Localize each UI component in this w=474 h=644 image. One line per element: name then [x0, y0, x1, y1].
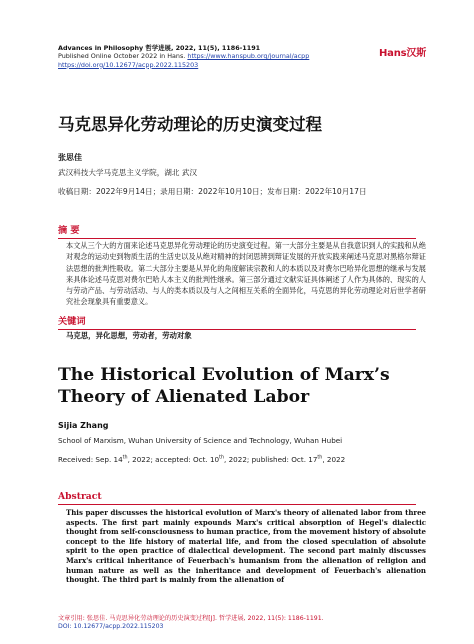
journal-line: Advances in Philosophy 哲学进展, 2022, 11(5), 1186-1191 [58, 44, 261, 52]
title-chinese: 马克思异化劳动理论的历史演变过程 [58, 115, 322, 134]
published-date: , 2022; published: Oct. 17 [224, 455, 318, 464]
title-english: The Historical Evolution of Marx’s Theory of Alienated Labor [58, 365, 390, 407]
published-text: Published Online October 2022 in Hans. [58, 52, 186, 61]
year-suffix: , 2022 [322, 455, 346, 464]
abstract-text-chinese: 本文从三个大的方面来论述马克思异化劳动理论的历史演变过程。第一大部分主要是从自我意识到人的实践和从绝对观念的运动史到物质生活的生活史以及从绝对精神的封闭思辨到辩证发展的开放实践来阐述马克思对黑格尔辩证法思想的批判性吸收。第二大部分主要是从异化的角度解读宗教和人的本质以及对费尔巴哈异化思想的继承与发展来具体论述马克思对费尔巴哈人本主义的批判性继承。第三部分通过文献实证具体阐述了人作为具体的、现实的人与劳动产品、与劳动活动、与人的类本质以及与人之间相互关系的全面异化，马克思的异化劳动理论对后世学者研究社会现象具有重要意义。 [66, 241, 426, 307]
keywords-heading-chinese: 关键词 [58, 313, 416, 330]
hans-logo: Hans汉斯 [379, 48, 426, 59]
author-english: Sijia Zhang [58, 421, 109, 430]
published-line [58, 52, 428, 60]
journal-header [58, 44, 428, 69]
journal-url-link[interactable]: https://www.hanspub.org/journal/acpp [187, 52, 310, 61]
dates-chinese: 收稿日期：2022年9月14日；录用日期：2022年10月10日；发布日期：2022年10月17日 [58, 187, 367, 196]
keywords-chinese: 马克思，异化思想，劳动者，劳动对象 [66, 331, 192, 340]
dates-english [58, 455, 345, 464]
affiliation-chinese: 武汉科技大学马克思主义学院，湖北 武汉 [58, 168, 198, 177]
accepted-date: , 2022; accepted: Oct. 10 [127, 455, 220, 464]
doi-url-link[interactable]: https://doi.org/10.12677/acpp.2022.115203 [58, 60, 199, 69]
abstract-text-english: This paper discusses the historical evolution of Marx's theory of alienated labor from three aspects. The first part mainly expounds Marx's critical absorption of Hegel's dialectic thought from self-consciousness to human practice, from the movement history of absolute concept to the life history of material life, and from the closed speculation of absolute spirit to the open practice of dialectical development. The second part mainly discusses Marx's critical inheritance of Feuerbach's humanism from the alienation of religion and human nature as well as the inheritance and development of Feuerbach's alienation thought. The third part is mainly from the alienation of [66, 508, 426, 585]
footer-doi[interactable]: DOI: 10.12677/acpp.2022.115203 [58, 623, 164, 631]
author-chinese: 张思佳 [58, 153, 82, 162]
abstract-heading-chinese: 摘 要 [58, 222, 416, 239]
received-sup: th [122, 455, 128, 461]
citation-text: 文章引用: 张思佳. 马克思异化劳动理论的历史演变过程[J]. 哲学进展, 2022, 11(5): 1186-1191. [58, 615, 324, 622]
accepted-sup: th [219, 455, 225, 461]
published-sup: th [317, 455, 323, 461]
received-date: Received: Sep. 14 [58, 455, 123, 464]
abstract-heading-english: Abstract [58, 491, 416, 505]
footer-citation [58, 615, 438, 631]
affiliation-english: School of Marxism, Wuhan University of Science and Technology, Wuhan Hubei [58, 436, 343, 445]
